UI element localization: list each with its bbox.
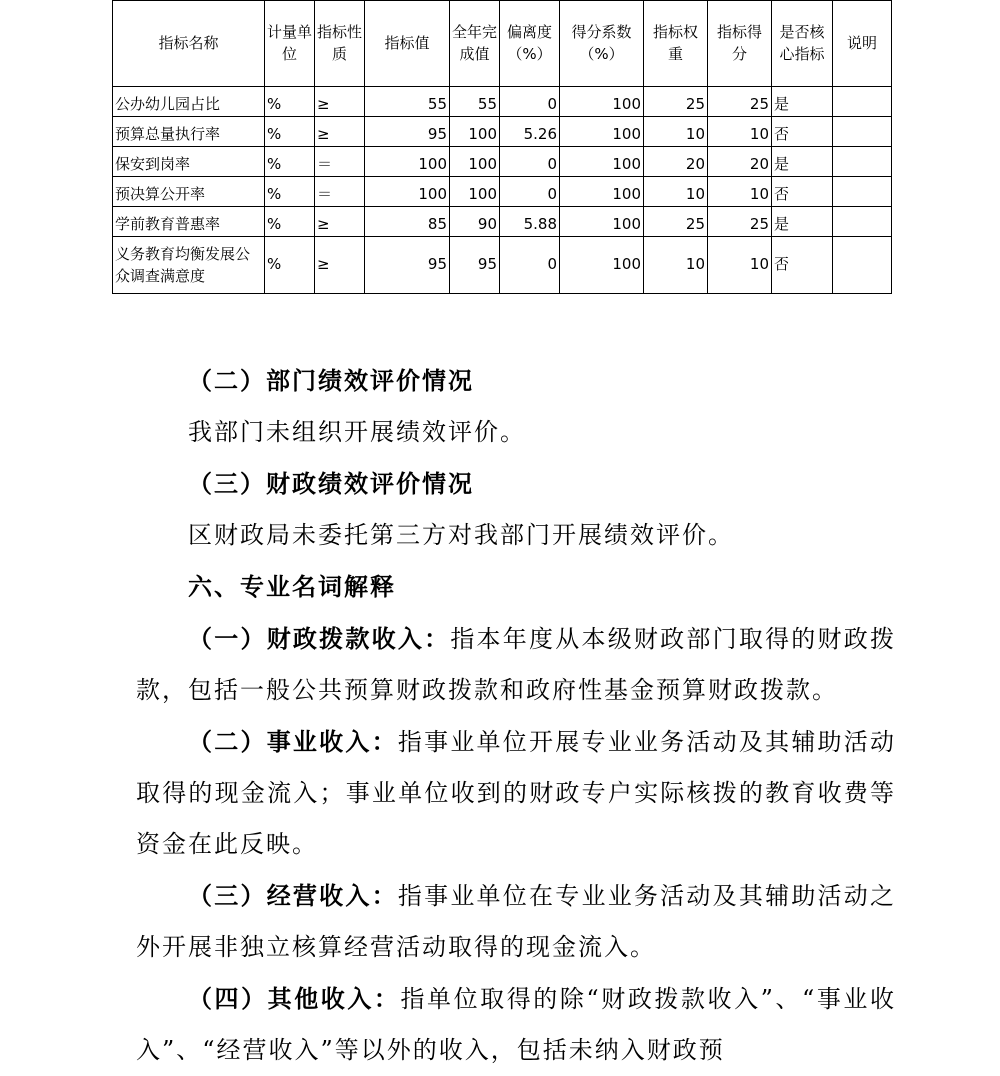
cell-coefficient: 100 [560, 177, 644, 207]
table-row [113, 87, 892, 117]
cell-unit: % [265, 147, 315, 177]
cell-unit: % [265, 117, 315, 147]
cell-core: 否 [772, 177, 833, 207]
cell-deviation: 0 [500, 237, 560, 294]
cell-coefficient: 100 [560, 117, 644, 147]
cell-name: 公办幼儿园占比 [113, 87, 265, 117]
cell-nature: ≥ [315, 237, 365, 294]
cell-remark [833, 147, 892, 177]
cell-name: 预算总量执行率 [113, 117, 265, 147]
term-paragraph [136, 870, 896, 973]
cell-deviation: 0 [500, 87, 560, 117]
document-body [136, 355, 896, 1076]
section-6-heading: 六、专业名词解释 [188, 572, 396, 601]
cell-remark [833, 177, 892, 207]
cell-deviation: 5.26 [500, 117, 560, 147]
cell-coefficient: 100 [560, 147, 644, 177]
cell-coefficient: 100 [560, 237, 644, 294]
cell-deviation: 5.88 [500, 207, 560, 237]
header-nature: 指标性质 [315, 1, 365, 87]
cell-score: 10 [708, 117, 772, 147]
cell-target: 100 [365, 177, 450, 207]
cell-core: 否 [772, 117, 833, 147]
table-row [113, 177, 892, 207]
cell-deviation: 0 [500, 147, 560, 177]
cell-target: 85 [365, 207, 450, 237]
cell-weight: 25 [644, 207, 708, 237]
cell-unit: % [265, 237, 315, 294]
term-label: （二）事业收入： [188, 727, 398, 756]
cell-unit: % [265, 87, 315, 117]
section-heading [136, 458, 896, 510]
cell-nature: ≥ [315, 207, 365, 237]
cell-score: 10 [708, 237, 772, 294]
header-actual-value: 全年完成值 [450, 1, 500, 87]
header-is-core: 是否核心指标 [772, 1, 833, 87]
header-target-value: 指标值 [365, 1, 450, 87]
cell-score: 10 [708, 177, 772, 207]
cell-actual: 100 [450, 177, 500, 207]
term-paragraph [136, 716, 896, 870]
cell-name: 义务教育均衡发展公众调查满意度 [113, 237, 265, 294]
cell-score: 20 [708, 147, 772, 177]
cell-nature: ≥ [315, 87, 365, 117]
cell-score: 25 [708, 87, 772, 117]
header-unit: 计量单位 [265, 1, 315, 87]
cell-target: 95 [365, 117, 450, 147]
term-text: 指单位取得的除“财政拨款收入”、“事业收入”、“经营收入”等以外的收入，包括未纳入财政预 [136, 985, 896, 1064]
cell-remark [833, 87, 892, 117]
cell-remark [833, 117, 892, 147]
cell-nature: ＝ [315, 147, 365, 177]
cell-nature: ≥ [315, 117, 365, 147]
term-paragraph [136, 973, 896, 1076]
cell-deviation: 0 [500, 177, 560, 207]
section-2-body: 我部门未组织开展绩效评价。 [188, 418, 526, 446]
term-label: （一）财政拨款收入： [188, 624, 451, 653]
cell-remark [833, 237, 892, 294]
cell-name: 预决算公开率 [113, 177, 265, 207]
cell-actual: 55 [450, 87, 500, 117]
cell-unit: % [265, 177, 315, 207]
term-paragraph [136, 613, 896, 716]
section-3-heading: （三）财政绩效评价情况 [188, 469, 474, 498]
cell-weight: 20 [644, 147, 708, 177]
cell-coefficient: 100 [560, 87, 644, 117]
cell-actual: 90 [450, 207, 500, 237]
section-heading [136, 355, 896, 407]
cell-target: 95 [365, 237, 450, 294]
cell-nature: ＝ [315, 177, 365, 207]
term-text: 指事业单位开展专业业务活动及其辅助活动取得的现金流入；事业单位收到的财政专户实际核拨的教育收费等资金在此反映。 [136, 728, 897, 858]
cell-target: 55 [365, 87, 450, 117]
header-remark: 说明 [833, 1, 892, 87]
term-text: 指事业单位在专业业务活动及其辅助活动之外开展非独立核算经营活动取得的现金流入。 [136, 882, 897, 961]
table-row [113, 117, 892, 147]
section-2-heading: （二）部门绩效评价情况 [188, 366, 474, 395]
section-heading [136, 561, 896, 613]
term-label: （四）其他收入： [188, 984, 401, 1013]
performance-indicator-table [112, 0, 892, 294]
cell-core: 是 [772, 147, 833, 177]
term-label: （三）经营收入： [188, 881, 398, 910]
cell-name: 保安到岗率 [113, 147, 265, 177]
cell-name: 学前教育普惠率 [113, 207, 265, 237]
term-text: 指本年度从本级财政部门取得的财政拨款，包括一般公共预算财政拨款和政府性基金预算财政拨款。 [136, 625, 897, 704]
table-row [113, 237, 892, 294]
header-weight: 指标权重 [644, 1, 708, 87]
cell-actual: 100 [450, 117, 500, 147]
header-score: 指标得分 [708, 1, 772, 87]
cell-actual: 100 [450, 147, 500, 177]
table-row [113, 147, 892, 177]
section-3-body: 区财政局未委托第三方对我部门开展绩效评价。 [188, 521, 734, 549]
performance-indicator-table-wrap [112, 0, 892, 294]
header-indicator-name: 指标名称 [113, 1, 265, 87]
cell-score: 25 [708, 207, 772, 237]
cell-target: 100 [365, 147, 450, 177]
cell-weight: 10 [644, 237, 708, 294]
cell-core: 是 [772, 207, 833, 237]
cell-core: 否 [772, 237, 833, 294]
cell-weight: 10 [644, 117, 708, 147]
cell-unit: % [265, 207, 315, 237]
table-row [113, 207, 892, 237]
cell-weight: 25 [644, 87, 708, 117]
cell-actual: 95 [450, 237, 500, 294]
header-score-coefficient: 得分系数（%） [560, 1, 644, 87]
table-header-row [113, 1, 892, 87]
cell-coefficient: 100 [560, 207, 644, 237]
header-deviation: 偏离度（%） [500, 1, 560, 87]
cell-weight: 10 [644, 177, 708, 207]
cell-remark [833, 207, 892, 237]
cell-core: 是 [772, 87, 833, 117]
